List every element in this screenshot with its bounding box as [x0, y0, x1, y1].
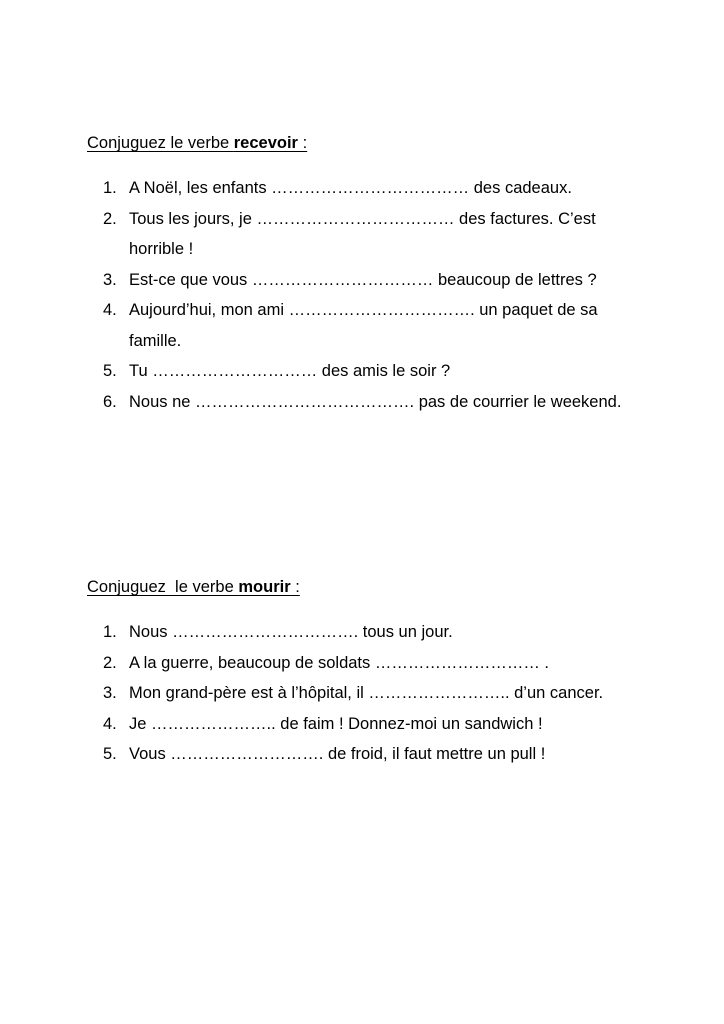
item-number: 4. [103, 714, 117, 733]
exercise-list [87, 173, 647, 417]
item-number: 3. [103, 684, 117, 702]
title-verb: recevoir [233, 134, 298, 152]
section-title [87, 132, 647, 154]
item-text: Tous les jours, je ……………………………… des factures. C’est horrible ! [129, 209, 596, 258]
exercise-item [87, 356, 647, 387]
item-number: 2. [103, 209, 117, 228]
item-number: 5. [103, 362, 117, 380]
exercise-item [87, 678, 647, 709]
exercise-item [87, 387, 647, 418]
item-text: Vous ………………………. de froid, il faut mettre un pull ! [129, 745, 546, 763]
title-prefix: Conjuguez le verbe [87, 578, 239, 596]
item-text: Tu ………………………… des amis le soir ? [129, 362, 451, 380]
exercise-item [87, 295, 647, 356]
item-text: Mon grand-père est à l’hôpital, il …………………….. d’un cancer. [129, 684, 604, 702]
title-suffix: : [290, 578, 300, 596]
exercise-item [87, 739, 647, 770]
exercise-list [87, 617, 647, 770]
section-recevoir [87, 132, 647, 417]
item-text: Je ………………….. de faim ! Donnez-moi un sandwich ! [129, 714, 543, 733]
item-number: 1. [103, 179, 117, 197]
exercise-item [87, 173, 647, 204]
exercise-item [87, 265, 647, 296]
item-number: 4. [103, 301, 117, 319]
exercise-item [87, 648, 647, 679]
item-text: A la guerre, beaucoup de soldats ………………………… . [129, 653, 550, 672]
item-text: Nous ……………………………. tous un jour. [129, 623, 453, 641]
item-number: 6. [103, 392, 117, 411]
section-title [87, 576, 647, 598]
item-text: Nous ne …………………………………. pas de courrier le weekend. [129, 392, 622, 411]
exercise-item [87, 709, 647, 740]
exercise-item [87, 204, 647, 265]
item-text: Est-ce que vous …………………………… beaucoup de lettres ? [129, 270, 597, 289]
title-prefix: Conjuguez le verbe [87, 134, 234, 152]
item-text: Aujourd’hui, mon ami ……………………………. un paquet de sa famille. [129, 301, 598, 350]
title-suffix: : [297, 134, 308, 152]
item-text: A Noël, les enfants ……………………………… des cadeaux. [129, 179, 572, 197]
item-number: 3. [103, 270, 117, 289]
exercise-item [87, 617, 647, 648]
item-number: 5. [103, 745, 117, 763]
section-mourir [87, 576, 647, 770]
item-number: 1. [103, 623, 117, 641]
title-verb: mourir [238, 578, 291, 596]
item-number: 2. [103, 653, 117, 672]
